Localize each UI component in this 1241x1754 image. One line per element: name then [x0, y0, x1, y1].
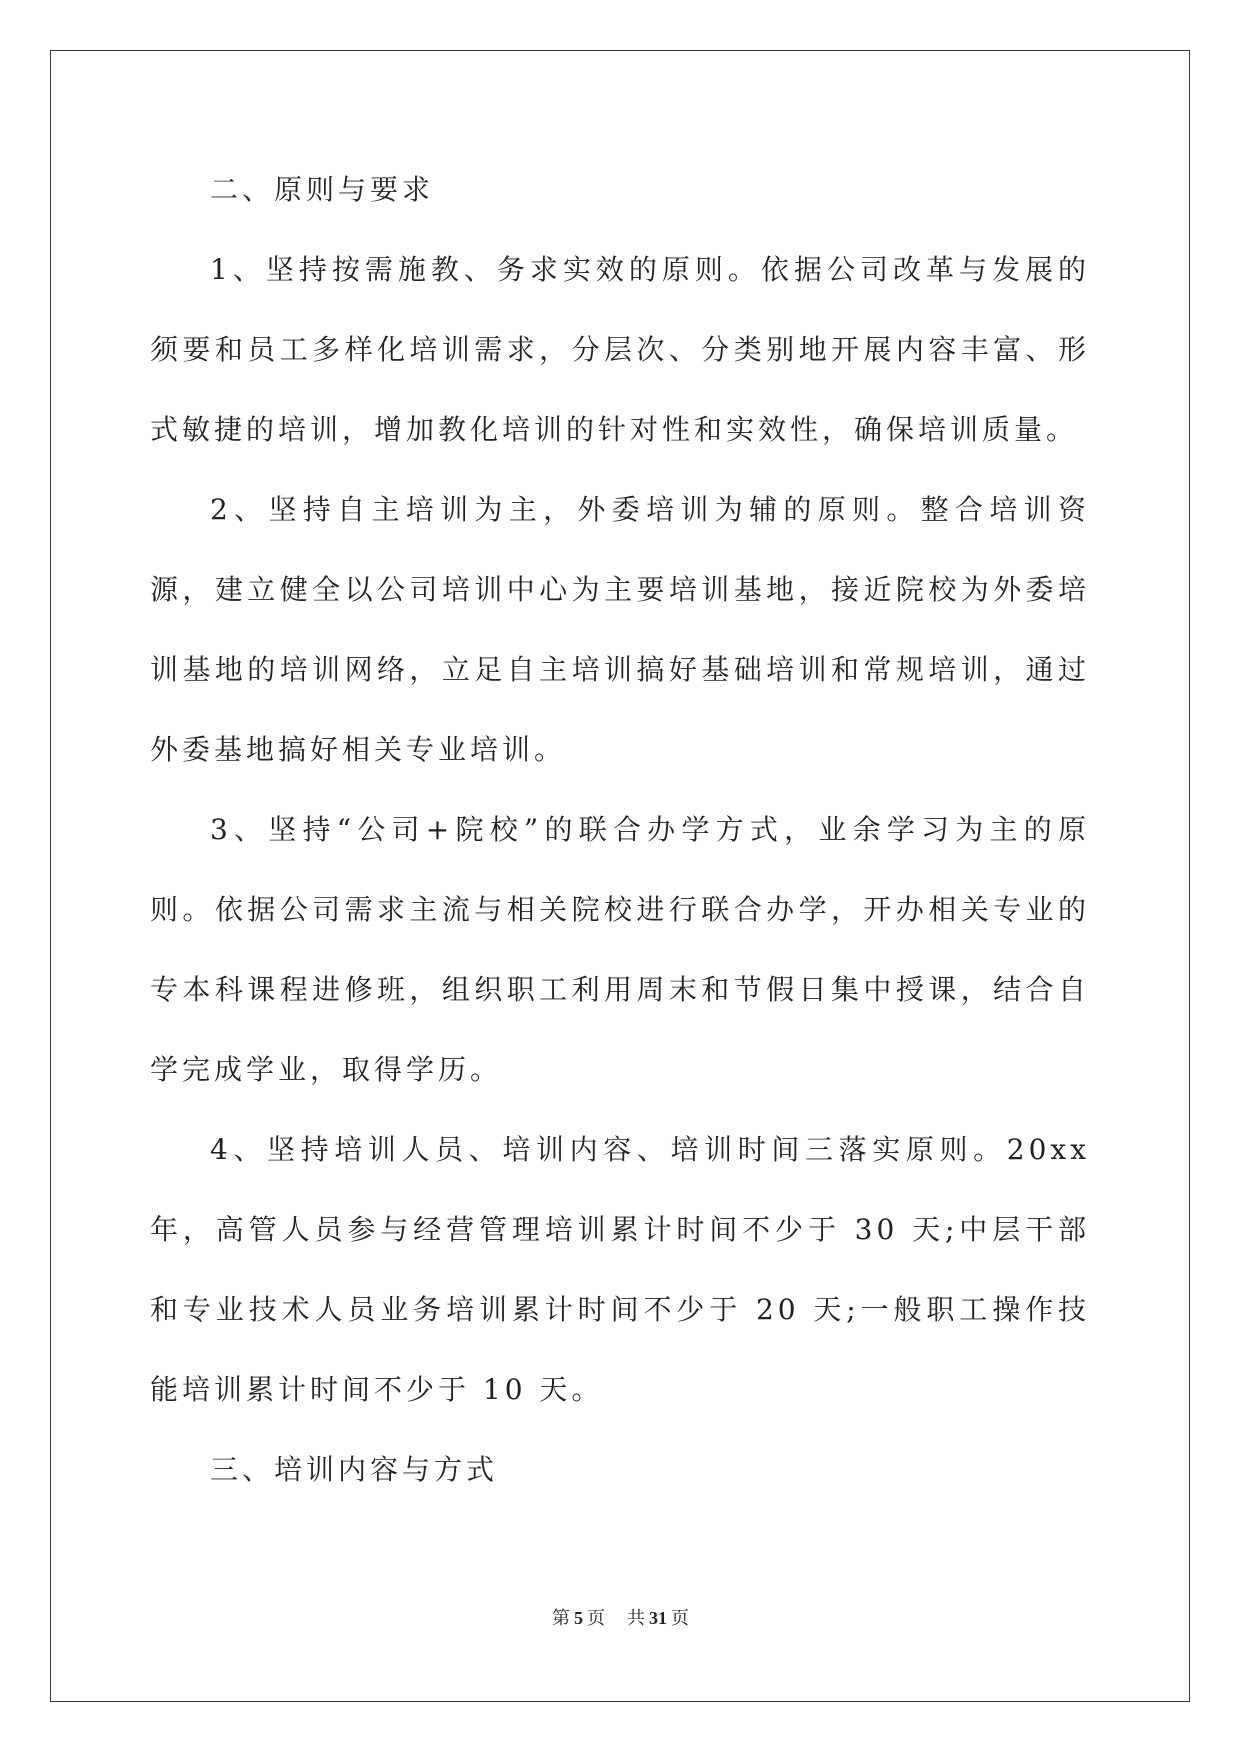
- page-prefix: 第: [552, 1608, 570, 1628]
- total-suffix: 页: [671, 1608, 689, 1628]
- total-pages: 31: [649, 1608, 667, 1628]
- page-number: 5: [574, 1608, 583, 1628]
- section-heading-principles: 二、原则与要求: [210, 173, 435, 206]
- paragraph-principle-2: 2、坚持自主培训为主，外委培训为辅的原则。整合培训资源，建立健全以公司培训中心为主要培训基地，接近院校为外委培训基地的培训网络，立足自主培训搞好基础培训和常规培训，通过外委基地搞好相关专业培训。: [150, 493, 1090, 766]
- page-footer: [0, 1604, 1241, 1630]
- document-body: [150, 150, 1090, 1510]
- paragraph-principle-1: 1、坚持按需施教、务求实效的原则。依据公司改革与发展的须要和员工多样化培训需求，分层次、分类别地开展内容丰富、形式敏捷的培训，增加教化培训的针对性和实效性，确保培训质量。: [150, 253, 1090, 446]
- total-prefix: 共: [627, 1608, 645, 1628]
- section-heading-content: 三、培训内容与方式: [210, 1453, 499, 1486]
- paragraph-principle-4: 4、坚持培训人员、培训内容、培训时间三落实原则。20xx 年，高管人员参与经营管理培训累计时间不少于 30 天;中层干部和专业技术人员业务培训累计时间不少于 20 天;一般职工操作技能培训累计时间不少于 10 天。: [150, 1133, 1090, 1406]
- paragraph-principle-3: 3、坚持“公司+院校”的联合办学方式，业余学习为主的原则。依据公司需求主流与相关院校进行联合办学，开办相关专业的专本科课程进修班，组织职工利用周末和节假日集中授课，结合自学完成学业，取得学历。: [150, 813, 1090, 1086]
- page-suffix: 页: [587, 1608, 605, 1628]
